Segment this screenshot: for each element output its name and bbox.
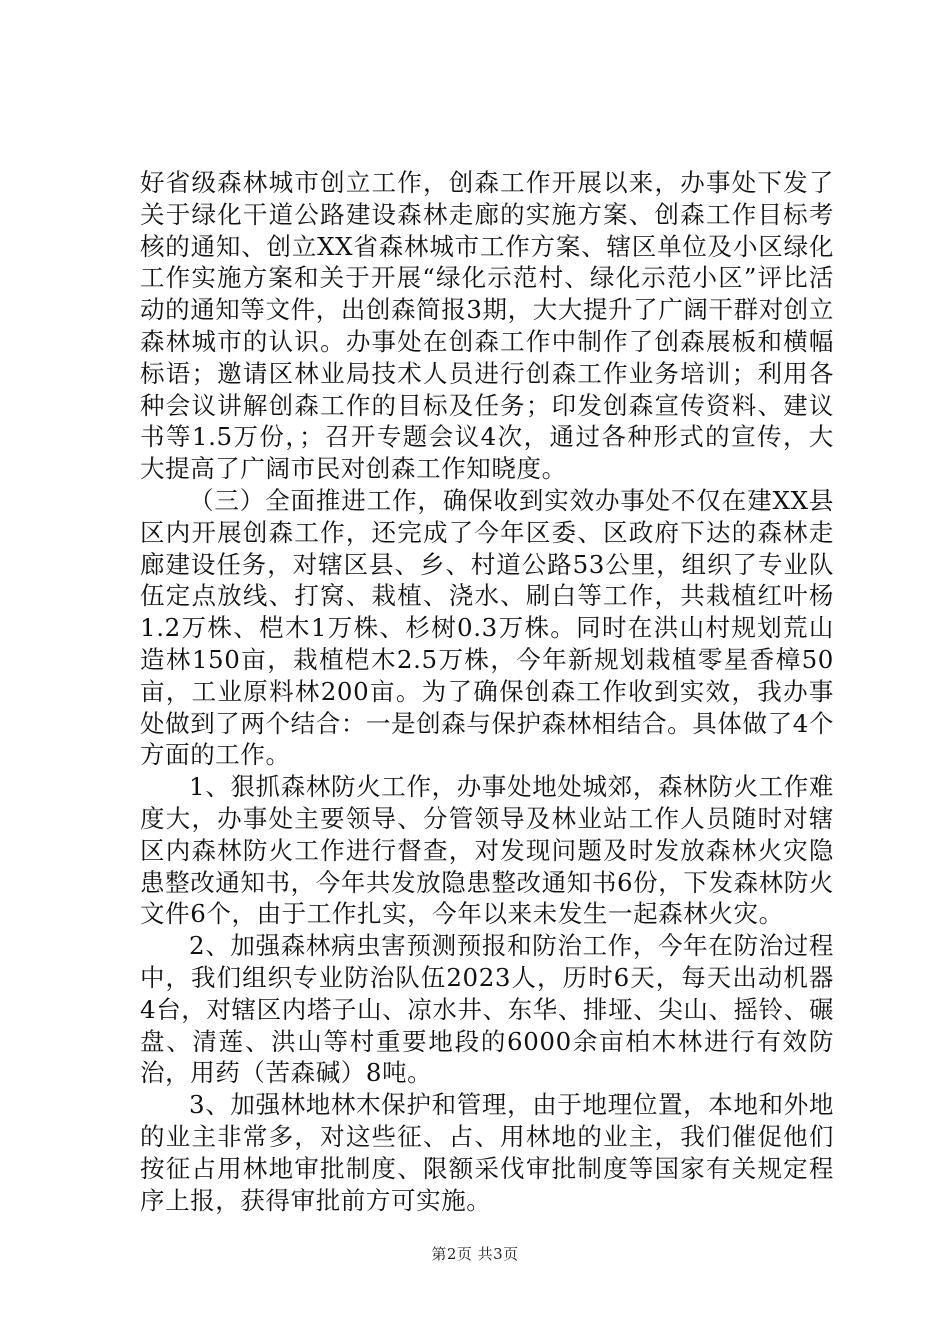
paragraph-continuation: 好省级森林城市创立工作，创森工作开展以来，办事处下发了关于绿化干道公路建设森林走廊的实施方案、创森工作目标考核的通知、创立XX省森林城市工作方案、辖区单位及小区绿化工作实施方案和关于开展“绿化示范村、绿化示范小区”评比活动的通知等文件，出创森简报3期，大大提升了广阔干群对创立森林城市的认识。办事处在创森工作中制作了创森展板和横幅标语；邀请区林业局技术人员进行创森工作业务培训；利用各种会议讲解创森工作的目标及任务；印发创森宣传资料、建议书等1.5万份，；召开专题会议4次，通过各种形式的宣传，大大提高了广阔市民对创森工作知晓度。: [140, 168, 834, 484]
page-footer: 第2页 共3页: [431, 1245, 519, 1263]
document-body: [140, 167, 834, 1216]
paragraph-item-1-fire-prevention: 1、狠抓森林防火工作，办事处地处城郊，森林防火工作难度大，办事处主要领导、分管领导及林业站工作人员随时对辖区内森林防火工作进行督查，对发现问题及时发放森林火灾隐患整改通知书，今年共发放隐患整改通知书6份，下发森林防火文件6个，由于工作扎实，今年以来未发生一起森林火灾。: [140, 772, 834, 929]
paragraph-item-2-pest-control: 2、加强森林病虫害预测预报和防治工作，今年在防治过程中，我们组织专业防治队伍2023人，历时6天，每天出动机器4台，对辖区内塔子山、凉水井、东华、排垭、尖山、摇铃、碾盘、清莲、洪山等村重要地段的6000余亩柏木林进行有效防治，用药（苦森碱）8吨。: [140, 931, 834, 1088]
paragraph-section-three: （三）全面推进工作，确保收到实效办事处不仅在建XX县区内开展创森工作，还完成了今年区委、区政府下达的森林走廊建设任务，对辖区县、乡、村道公路53公里，组织了专业队伍定点放线、打窝、栽植、浇水、刷白等工作，共栽植红叶杨1.2万株、桤木1万株、杉树0.3万株。同时在洪山村规划荒山造林150亩，栽植桤木2.5万株，今年新规划栽植零星香樟50亩，工业原料林200亩。为了确保创森工作收到实效，我办事处做到了两个结合：一是创森与保护森林相结合。具体做了4个方面的工作。: [140, 485, 834, 770]
paragraph-item-3-forest-protection: 3、加强林地林木保护和管理，由于地理位置，本地和外地的业主非常多，对这些征、占、用林地的业主，我们催促他们按征占用林地审批制度、限额采伐审批制度等国家有关规定程序上报，获得审批前方可实施。: [140, 1090, 834, 1215]
